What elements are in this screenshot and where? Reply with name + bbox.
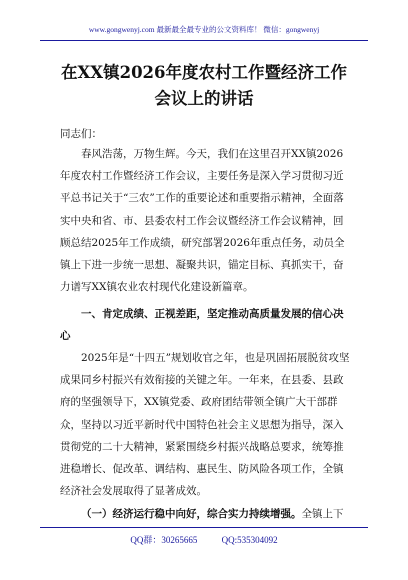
text-line: 镇上下进一步统一思想、凝聚共识，锚定目标、真抓实干，奋 bbox=[60, 258, 344, 271]
text-line: 府的坚强领导下，XX镇党委、政府团结带领全镇广大干部群 bbox=[60, 396, 338, 409]
document-title bbox=[0, 60, 408, 112]
text-line bbox=[60, 503, 352, 525]
subsection-heading: （一）经济运行稳中向好，综合实力持续增强。 bbox=[81, 508, 302, 520]
text-line: 实中央和省、市、县委农村工作会议暨经济工作会议精神，回 bbox=[60, 214, 344, 227]
text-line: 2025年是“十四五”规划收官之年，也是巩固拓展脱贫攻坚 bbox=[81, 352, 350, 364]
intro-paragraph bbox=[60, 143, 352, 298]
text-line: 贯彻党的二十大精神，紧紧围绕乡村振兴战略总要求，统筹推 bbox=[60, 440, 344, 453]
text-line: 力谱写XX镇农业农村现代化建设新篇章。 bbox=[60, 281, 254, 294]
subsection-1 bbox=[60, 503, 352, 525]
heading-line: 一、肯定成绩、正视差距，坚定推动高质量发展的信心决 bbox=[81, 308, 344, 320]
text-line: 顾总结2025年工作成绩，研究部署2026年重点任务，动员全 bbox=[60, 236, 345, 249]
footer-divider bbox=[40, 527, 368, 528]
footer-qq: QQ:535304092 bbox=[221, 535, 278, 545]
footer-qq-group: QQ群：30265665 bbox=[130, 535, 198, 545]
page-header: www.gongwenyj.com 最新最全最专业的公文资料库！ 微信：gongwenyj bbox=[88, 25, 320, 34]
text-line: 经济社会发展取得了显著成效。 bbox=[60, 485, 207, 498]
text-line: 年度农村工作暨经济工作会议，主要任务是深入学习贯彻习近 bbox=[60, 170, 344, 183]
title-line-2: 会议上的讲话 bbox=[154, 89, 254, 108]
body-paragraph-2 bbox=[60, 347, 352, 502]
text-line: 成果同乡村振兴有效衔接的关键之年。一年来，在县委、县政 bbox=[60, 374, 344, 387]
text-line: 众，坚持以习近平新时代中国特色社会主义思想为指导，深入 bbox=[60, 418, 344, 431]
heading-line: 心 bbox=[60, 330, 71, 343]
header-divider bbox=[40, 40, 368, 41]
section-heading-1 bbox=[60, 303, 352, 347]
salutation: 同志们： bbox=[60, 128, 102, 140]
text-line: 春风浩荡，万物生辉。今天，我们在这里召开XX镇2026 bbox=[81, 148, 344, 160]
page-footer bbox=[0, 533, 408, 546]
text-line: 进稳增长、促改革、调结构、惠民生、防风险各项工作，全镇 bbox=[60, 462, 344, 475]
subsection-text: 全镇上下 bbox=[301, 508, 344, 520]
text-line: 平总书记关于“三农”工作的重要论述和重要指示精神，全面落 bbox=[60, 192, 344, 205]
title-line-1: 在XX镇2026年度农村工作暨经济工作 bbox=[60, 63, 348, 82]
